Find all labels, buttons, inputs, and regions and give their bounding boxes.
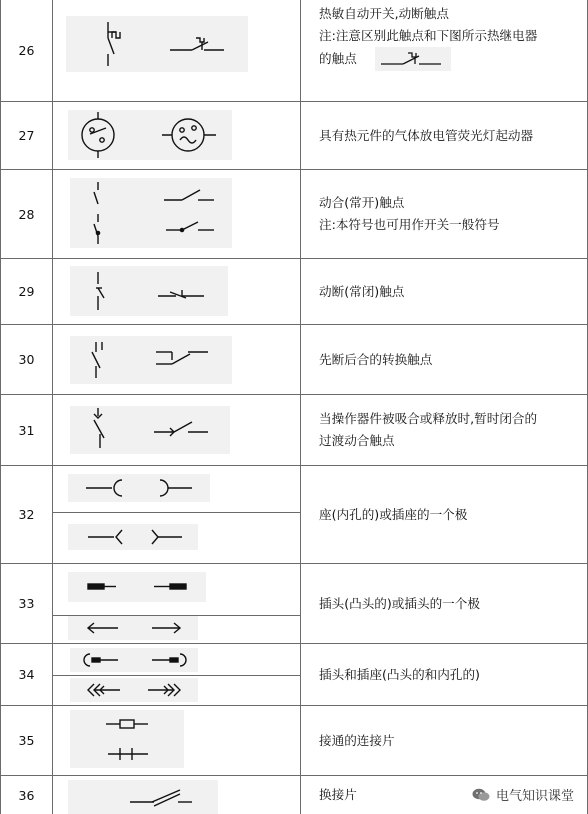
row-description: [301, 325, 587, 394]
row-description: [301, 644, 587, 705]
description-line: 换接片: [319, 787, 357, 802]
description-line: 热敏自动开关,动断触点: [319, 6, 449, 21]
row-description: [301, 259, 587, 324]
description-line: 当操作器件被吸合或释放时,暂时闭合的: [319, 411, 538, 426]
thermal-relay-contact-symbol: [375, 47, 451, 71]
wechat-icon: [472, 788, 490, 802]
row-number: 28: [18, 206, 35, 222]
row-number: 34: [18, 667, 35, 682]
transient-contact-symbol: [70, 406, 230, 454]
socket-pole-symbol-a: [68, 474, 210, 502]
changeover-link-symbol: [68, 780, 218, 814]
description-line: 注:注意区别此触点和下图所示热继电器: [319, 28, 538, 43]
row-description: [301, 395, 587, 465]
thermal-switch-symbol: [66, 16, 248, 72]
row-description: [301, 102, 587, 169]
plug-pole-symbol-a: [68, 572, 206, 602]
row-number: 35: [18, 733, 35, 748]
description-line: 插头(凸头的)或插头的一个极: [319, 595, 480, 611]
socket-pole-symbol-b: [68, 524, 198, 550]
fluorescent-starter-symbol: [68, 110, 232, 160]
row-number: 32: [18, 507, 35, 522]
description-line: 动合(常开)触点: [319, 195, 405, 210]
row-number: 33: [18, 596, 35, 611]
description-line: 过渡动合触点: [319, 433, 395, 448]
row-description: [301, 0, 587, 101]
row-number: 31: [18, 422, 35, 438]
row-number: 36: [18, 787, 35, 803]
description-line: 动断(常闭)触点: [319, 283, 405, 299]
normally-closed-contact-symbol: [70, 266, 228, 316]
normally-open-contact-symbol: [70, 178, 232, 248]
changeover-contact-symbol: [70, 336, 232, 384]
description-line: 具有热元件的气体放电管荧光灯起动器: [319, 127, 534, 143]
description-line: 的触点: [319, 51, 357, 66]
description-line: 插头和插座(凸头的和内孔的): [319, 666, 480, 682]
plug-pole-symbol-b: [68, 616, 198, 640]
row-number: 30: [18, 352, 35, 367]
row-description: [301, 466, 587, 563]
description-line: 先断后合的转换触点: [319, 351, 433, 367]
row-description: [301, 706, 587, 775]
row-description: [301, 170, 587, 258]
watermark-text: 电气知识课堂: [495, 789, 574, 804]
description-line: 接通的连接片: [319, 732, 395, 748]
row-number: 26: [18, 43, 35, 58]
plug-and-socket-symbol-a: [70, 648, 198, 672]
connecting-link-symbol: [70, 710, 184, 768]
plug-and-socket-symbol-b: [70, 678, 198, 702]
row-number: 29: [18, 284, 35, 299]
row-description: [301, 564, 587, 643]
description-line: 注:本符号也可用作开关一般符号: [319, 217, 500, 232]
description-line: 座(内孔的)或插座的一个极: [319, 506, 468, 522]
row-number: 27: [18, 128, 35, 143]
watermark: [472, 785, 574, 804]
